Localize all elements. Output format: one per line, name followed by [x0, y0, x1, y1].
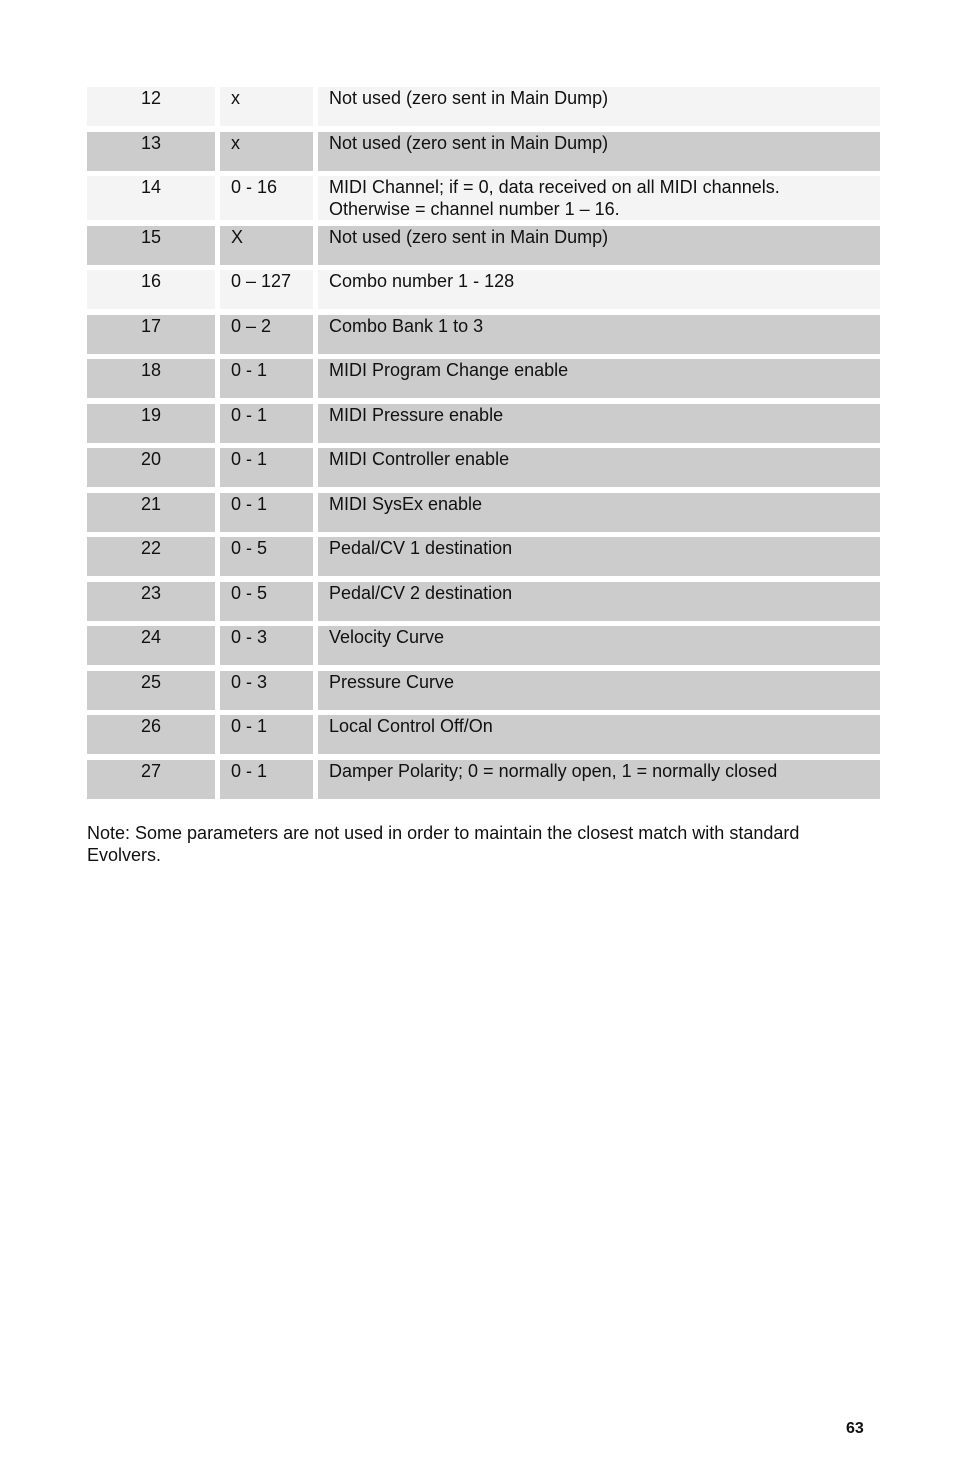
table-row	[87, 537, 880, 576]
parameter-description: Not used (zero sent in Main Dump)	[318, 87, 880, 126]
parameter-range: 0 - 5	[220, 537, 313, 576]
parameter-range: x	[220, 132, 313, 171]
table-row	[87, 493, 880, 532]
parameter-range: 0 - 1	[220, 715, 313, 754]
parameter-description: Not used (zero sent in Main Dump)	[318, 226, 880, 265]
table-row	[87, 404, 880, 443]
parameter-range: 0 - 1	[220, 404, 313, 443]
parameter-description: Not used (zero sent in Main Dump)	[318, 132, 880, 171]
table-row	[87, 671, 880, 710]
parameter-range: 0 - 16	[220, 176, 313, 220]
parameter-description: MIDI SysEx enable	[318, 493, 880, 532]
parameter-range: 0 - 1	[220, 448, 313, 487]
parameter-number: 17	[87, 315, 215, 354]
parameter-number: 16	[87, 270, 215, 309]
parameter-number: 14	[87, 176, 215, 220]
parameter-description: Combo number 1 - 128	[318, 270, 880, 309]
parameter-number: 20	[87, 448, 215, 487]
table-row	[87, 359, 880, 398]
parameter-description: Pedal/CV 1 destination	[318, 537, 880, 576]
parameter-number: 27	[87, 760, 215, 799]
parameter-range: 0 - 1	[220, 760, 313, 799]
table-row	[87, 270, 880, 309]
parameter-number: 24	[87, 626, 215, 665]
parameter-number: 13	[87, 132, 215, 171]
parameter-description: Pressure Curve	[318, 671, 880, 710]
parameter-number: 22	[87, 537, 215, 576]
parameter-description: Combo Bank 1 to 3	[318, 315, 880, 354]
parameter-description: Velocity Curve	[318, 626, 880, 665]
table-row	[87, 87, 880, 126]
parameter-number: 15	[87, 226, 215, 265]
parameter-number: 23	[87, 582, 215, 621]
table-row	[87, 626, 880, 665]
parameter-number: 25	[87, 671, 215, 710]
parameter-range: 0 - 3	[220, 671, 313, 710]
parameter-range: 0 - 5	[220, 582, 313, 621]
table-row	[87, 315, 880, 354]
parameter-range: 0 – 2	[220, 315, 313, 354]
parameter-description: MIDI Channel; if = 0, data received on all MIDI channels. Otherwise = channel number 1 – 16.	[318, 176, 880, 220]
parameter-description: Pedal/CV 2 destination	[318, 582, 880, 621]
parameter-number: 12	[87, 87, 215, 126]
parameter-description: MIDI Program Change enable	[318, 359, 880, 398]
parameter-description: Damper Polarity; 0 = normally open, 1 = normally closed	[318, 760, 880, 799]
table-row	[87, 176, 880, 220]
parameter-description: MIDI Pressure enable	[318, 404, 880, 443]
parameter-range: 0 - 1	[220, 359, 313, 398]
table-row	[87, 760, 880, 799]
parameter-range: 0 - 3	[220, 626, 313, 665]
parameter-number: 19	[87, 404, 215, 443]
table-row	[87, 715, 880, 754]
parameter-table	[87, 87, 880, 804]
parameter-number: 18	[87, 359, 215, 398]
parameter-range: X	[220, 226, 313, 265]
parameter-number: 21	[87, 493, 215, 532]
table-note: Note: Some parameters are not used in order to maintain the closest match with standard Evolvers.	[87, 823, 800, 865]
page-number: 63	[846, 1420, 864, 1437]
parameter-range: 0 – 127	[220, 270, 313, 309]
parameter-description: Local Control Off/On	[318, 715, 880, 754]
table-row	[87, 448, 880, 487]
parameter-description: MIDI Controller enable	[318, 448, 880, 487]
parameter-number: 26	[87, 715, 215, 754]
table-row	[87, 226, 880, 265]
parameter-range: 0 - 1	[220, 493, 313, 532]
parameter-range: x	[220, 87, 313, 126]
table-row	[87, 132, 880, 171]
table-row	[87, 582, 880, 621]
